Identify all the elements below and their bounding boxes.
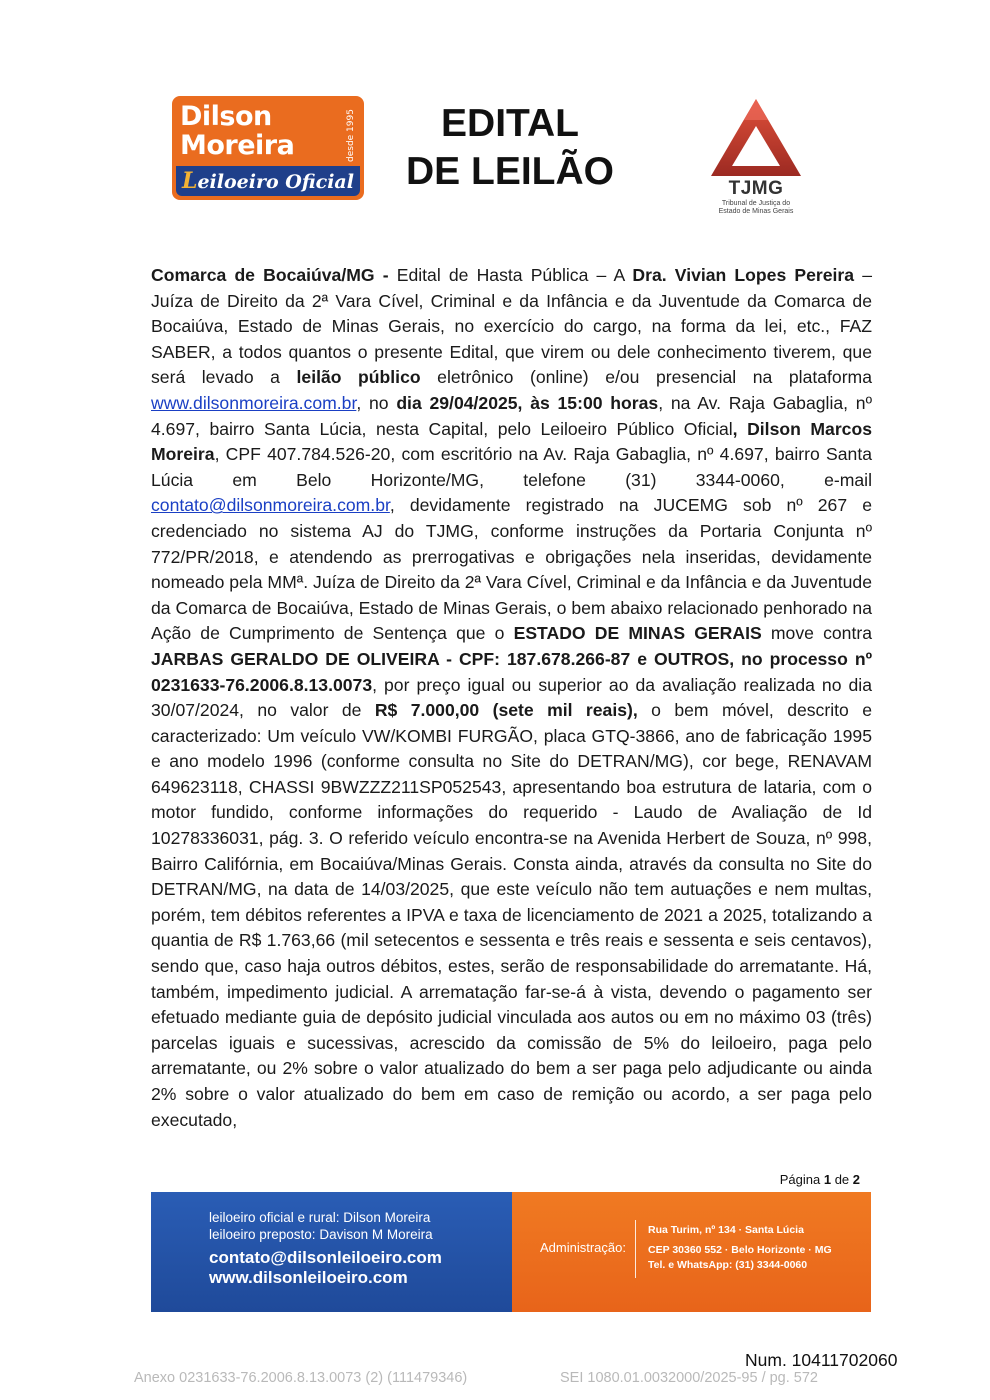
annex-stamp: Anexo 0231633-76.2006.8.13.0073 (2) (111479346) <box>134 1370 468 1386</box>
body-defendant: JARBAS GERALDO DE OLIVEIRA - CPF: 187.678.266-87 e OUTROS, no processo nº 0231633-76.2006.8.13.0073 <box>151 648 872 695</box>
body-auctioneer: , Dilson Marcos Moreira <box>151 418 872 465</box>
body-text: , devidamente registrado na JUCEMG sob nº 267 e credenciado no sistema AJ do TJMG, conforme instruções da Portaria Conjunta nº 772/PR/2018, e atendendo as prerrogativas e obrigações nela inseridas, devidamente nomeado pela MMª. Juíza de Direito da 2ª Vara Cível, Criminal e da Infância e da Juventude da Comarca de Bocaiúva, Estado de Minas Gerais, o bem abaixo relacionado penhorado na Ação de Cumprimento de Sentença que o <box>151 495 872 644</box>
body-text: Edital de Hasta Pública – A <box>388 265 633 285</box>
logo-band-initial: L <box>182 168 198 194</box>
tjmg-logo-name: TJMG <box>728 178 784 199</box>
leiloeiro-logo <box>172 96 364 200</box>
site-link[interactable]: www.dilsonmoreira.com.br <box>151 392 357 413</box>
page-number-middle: de <box>831 1172 853 1187</box>
tjmg-logo <box>706 96 806 220</box>
page-number-prefix: Página <box>779 1172 824 1187</box>
footer-address-panel <box>512 1192 871 1312</box>
footer-site: www.dilsonleiloeiro.com <box>209 1268 408 1287</box>
body-judge: Dra. Vivian Lopes Pereira <box>632 265 855 285</box>
body-text: , no <box>356 392 397 413</box>
logo-band-text: eiloeiro Oficial <box>197 171 354 193</box>
footer-admin-label: Administração: <box>540 1240 626 1255</box>
footer-address-cep: CEP 30360 552 · Belo Horizonte · MG <box>648 1244 832 1256</box>
leiloeiro-logo-name <box>180 102 330 160</box>
footer-banner <box>151 1192 871 1312</box>
footer-email: contato@dilsonleiloeiro.com <box>209 1248 442 1267</box>
page-number-current: 1 <box>823 1172 832 1187</box>
body-auction-type: leilão público <box>296 367 421 388</box>
body-text: – Juíza de Direito da 2ª Vara Cível, Criminal e da Infância e da Juventude da Comarca de Bocaiúva, Estado de Minas Gerais, no exercício do cargo, na forma da lei, etc., FAZ SABER, a todos quantos o presente Edital, que virem ou dele conhecimento tiverem, que será levado a <box>151 265 872 388</box>
body-value: R$ 7.000,00 (sete mil reais), <box>374 700 638 721</box>
body-auction-date: dia 29/04/2025, às 15:00 horas <box>396 392 659 413</box>
tjmg-sub-line2: Estado de Minas Gerais <box>718 208 794 215</box>
footer-address-street: Rua Turim, nº 134 · Santa Lúcia <box>648 1224 804 1236</box>
footer-auctioneer: leiloeiro oficial e rural: Dilson Moreira <box>209 1210 431 1225</box>
body-text: , CPF 407.784.526-20, com escritório na Av. Raja Gabaglia, nº 4.697, bairro Santa Lúcia em Belo Horizonte/MG, telefone (31) 3344-0060, e-mail <box>151 444 872 490</box>
footer-divider <box>635 1220 636 1278</box>
logo-name-line1: Dilson <box>180 101 272 132</box>
tjmg-triangle-icon <box>706 96 806 180</box>
tjmg-sub-line1: Tribunal de Justiça do <box>721 200 791 207</box>
body-text: o bem móvel, descrito e caracterizado: Um veículo VW/KOMBI FURGÃO, placa GTQ-3866, ano de fabricação 1995 e ano modelo 1996 (conforme consulta no Site do DETRAN/MG), cor bege, RENAVAM 649623118, CHASSI 9BWZZZ211SP052543, apresentando boa estrutura de lataria, com o motor fundido, conforme informações do requerido - Laudo de Avaliação de Id 10278336031, pág. 3. O referido veículo encontra-se na Avenida Herbert de Souza, nº 998, Bairro Califórnia, em Bocaiúva/Minas Gerais. Consta ainda, através da consulta no Site do DETRAN/MG, na data de 14/03/2025, que este veículo não tem autuações e nem multas, porém, tem débitos referentes a IPVA e taxa de licenciamento de 2021 a 2025, totalizando a quantia de R$ 1.763,66 (mil setecentos e sessenta e três reais e sessenta e seis centavos), sendo que, caso haja outros débitos, estes, serão de responsabilidade do arrematante. Há, também, impedimento judicial. A arrematação far-se-á à vista, devendo o pagamento ser efetuado mediante guia de depósito judicial vinculada aos autos ou em no máximo 03 (três) parcelas iguais e sucessivas, acrescido da comissão de 5% do leiloeiro, paga pelo arrematante, ou 2% sobre o valor atualizado do bem a ser paga pelo adjudicante ou ainda 2% sobre o valor atualizado do bem em caso de remição ou acordo, a ser paga pelo executado, <box>151 700 872 1130</box>
footer-address-phone: Tel. e WhatsApp: (31) 3344-0060 <box>648 1259 808 1271</box>
edital-body <box>151 263 872 1133</box>
logo-name-line2: Moreira <box>180 130 295 161</box>
logo-band <box>176 166 360 196</box>
body-text: eletrônico (online) e/ou presencial na plataforma <box>420 367 873 388</box>
page-number <box>730 1172 860 1187</box>
body-text: move contra <box>761 623 872 644</box>
title-line2: DE LEILÃO <box>405 150 614 193</box>
document-number: Num. 10411702060 <box>745 1350 898 1370</box>
sei-stamp: SEI 1080.01.0032000/2025-95 / pg. 572 <box>560 1370 818 1386</box>
page-title <box>400 100 620 196</box>
page-number-total: 2 <box>852 1172 860 1187</box>
email-link[interactable]: contato@dilsonmoreira.com.br <box>151 495 390 516</box>
logo-since: desde 1995 <box>346 109 356 163</box>
body-text: , por preço igual ou superior ao da avaliação realizada no dia 30/07/2024, no valor de <box>151 674 872 721</box>
tjmg-logo-subtitle <box>706 200 806 216</box>
body-court: Comarca de Bocaiúva/MG - <box>151 265 389 285</box>
footer-contact-panel <box>151 1192 512 1312</box>
body-text: , na Av. Raja Gabaglia, nº 4.697, bairro Santa Lúcia, nesta Capital, pelo Leiloeiro Público Oficial <box>151 392 872 439</box>
footer-deputy: leiloeiro preposto: Davison M Moreira <box>209 1227 433 1242</box>
body-plaintiff: ESTADO DE MINAS GERAIS <box>513 623 762 644</box>
title-line1: EDITAL <box>441 102 579 145</box>
